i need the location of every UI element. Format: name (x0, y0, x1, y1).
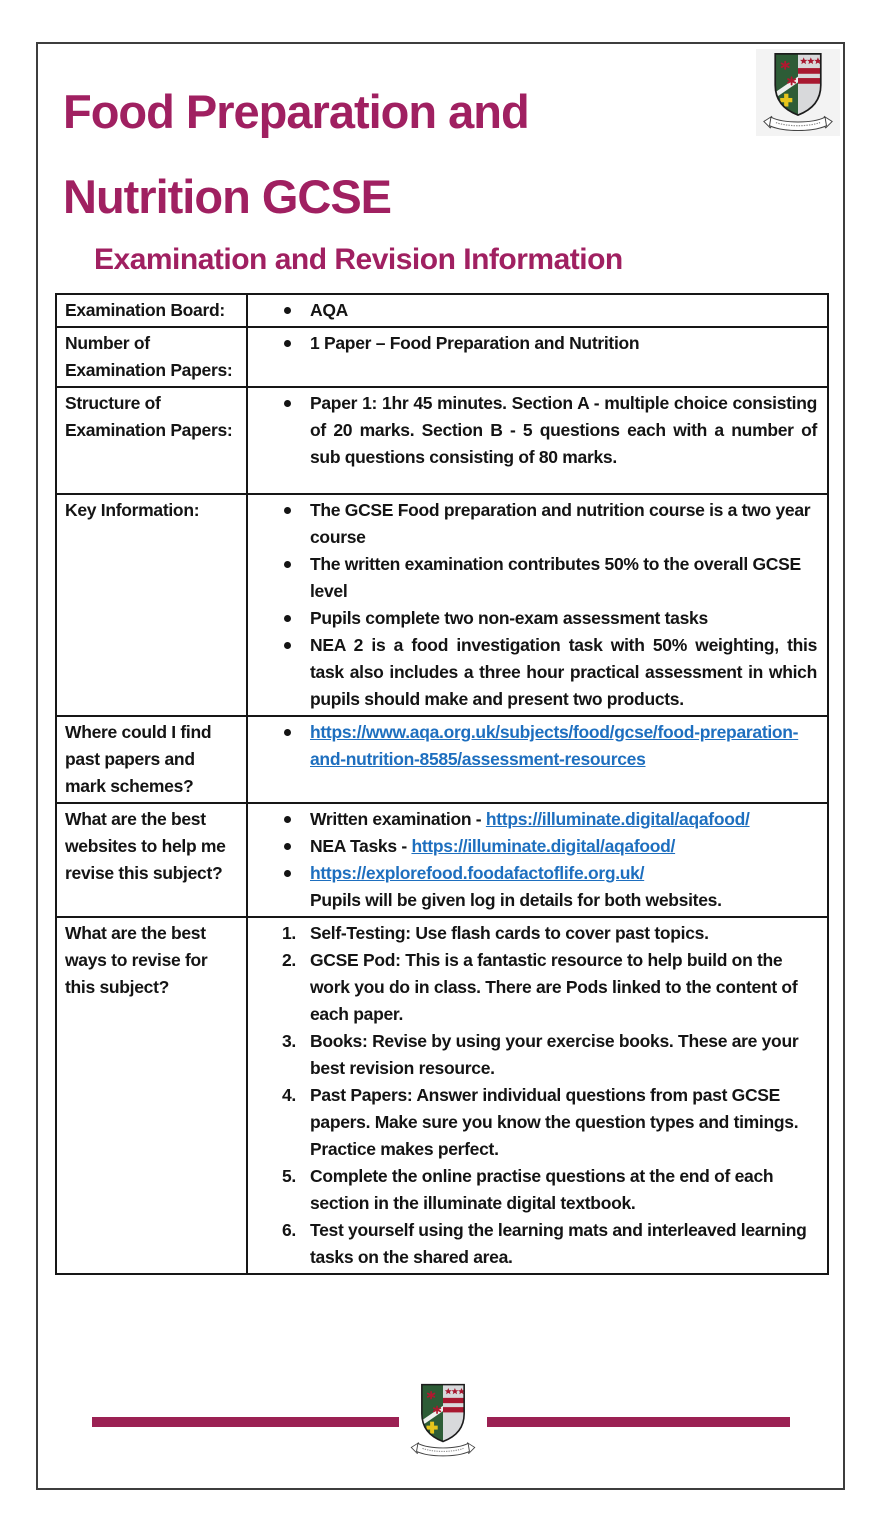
item-number: 6. (282, 1220, 296, 1240)
item-text: Books: Revise by using your exercise books. These are your best revision resource. (310, 1031, 799, 1078)
bullet-icon (284, 615, 291, 622)
table-row-best-websites (56, 803, 828, 917)
numbered-item (282, 1082, 817, 1163)
bullet-icon (284, 307, 291, 314)
table-row-exam-board (56, 294, 828, 327)
item-number: 1. (282, 923, 296, 943)
table-row-ways-to-revise (56, 917, 828, 1274)
numbered-item (282, 1163, 817, 1217)
list-item (284, 860, 817, 887)
school-crest-icon (762, 51, 834, 135)
item-text: Complete the online practise questions at the end of each section in the illuminate digital textbook. (310, 1166, 774, 1213)
item-number: 3. (282, 1031, 296, 1051)
numbered-item (282, 1028, 817, 1082)
numbered-item (282, 947, 817, 1028)
page-title-line2: Nutrition GCSE (63, 170, 392, 223)
list-item (284, 330, 817, 357)
item-number: 5. (282, 1166, 296, 1186)
list-item (284, 632, 817, 713)
list-item (284, 297, 817, 324)
list-item (284, 605, 817, 632)
table-row-number-of-papers (56, 327, 828, 387)
websites-note: Pupils will be given log in details for both websites. (310, 890, 722, 910)
item-text: Past Papers: Answer individual questions from past GCSE papers. Make sure you know the question types and timings. Practice makes perfect. (310, 1085, 799, 1159)
numbered-item (282, 920, 817, 947)
row-label: Key Information: (56, 494, 247, 716)
link-prefix: Written examination - (310, 809, 486, 829)
bullet-icon (284, 561, 291, 568)
item-number: 2. (282, 950, 296, 970)
row-label: Number of Examination Papers: (56, 327, 247, 387)
row-label: What are the best ways to revise for this subject? (56, 917, 247, 1274)
school-crest-icon (403, 1382, 483, 1460)
school-crest-top (756, 49, 840, 136)
school-crest-bottom (399, 1382, 487, 1462)
aqa-assessment-resources-link[interactable]: https://www.aqa.org.uk/subjects/food/gcse/food-preparation-and-nutrition-8585/assessment-resources (310, 722, 799, 769)
bullet-text: Paper 1: 1hr 45 minutes. Section A - multiple choice consisting of 20 marks. Section B - 5 questions each with a number of sub questions consisting of 80 marks. (310, 393, 817, 467)
list-item (284, 551, 817, 605)
list-item (284, 497, 817, 551)
link-prefix: NEA Tasks - (310, 836, 412, 856)
bullet-icon (284, 507, 291, 514)
row-label: Structure of Examination Papers: (56, 387, 247, 494)
row-label: Where could I find past papers and mark schemes? (56, 716, 247, 803)
item-number: 4. (282, 1085, 296, 1105)
bullet-text: NEA 2 is a food investigation task with 50% weighting, this task also includes a three hour practical assessment in which pupils should make and present two products. (310, 635, 817, 709)
bullet-icon (284, 729, 291, 736)
bullet-text: Pupils complete two non-exam assessment tasks (310, 608, 708, 628)
bullet-icon (284, 843, 291, 850)
bullet-text: The written examination contributes 50% to the overall GCSE level (310, 554, 801, 601)
item-text: Test yourself using the learning mats and interleaved learning tasks on the shared area. (310, 1220, 807, 1267)
bullet-text: 1 Paper – Food Preparation and Nutrition (310, 333, 640, 353)
list-item (284, 719, 817, 773)
item-text: Self-Testing: Use flash cards to cover past topics. (310, 923, 709, 943)
bullet-icon (284, 340, 291, 347)
bullet-text: The GCSE Food preparation and nutrition course is a two year course (310, 500, 811, 547)
list-item (284, 806, 817, 833)
page-subtitle: Examination and Revision Information (94, 243, 623, 276)
bullet-icon (284, 816, 291, 823)
row-label: What are the best websites to help me revise this subject? (56, 803, 247, 917)
item-text: GCSE Pod: This is a fantastic resource to help build on the work you do in class. There are Pods linked to the content of each paper. (310, 950, 798, 1024)
bullet-icon (284, 642, 291, 649)
list-item (284, 833, 817, 860)
exam-info-table (55, 293, 829, 1275)
explorefood-link[interactable]: https://explorefood.foodafactoflife.org.uk/ (310, 863, 645, 883)
table-row-structure (56, 387, 828, 494)
illuminate-written-exam-link[interactable]: https://illuminate.digital/aqafood/ (485, 809, 750, 829)
row-label: Examination Board: (56, 294, 247, 327)
list-item (284, 390, 817, 471)
table-row-key-information (56, 494, 828, 716)
illuminate-nea-tasks-link[interactable]: https://illuminate.digital/aqafood/ (411, 836, 676, 856)
bullet-icon (284, 400, 291, 407)
bullet-text: AQA (310, 300, 348, 320)
table-row-past-papers (56, 716, 828, 803)
numbered-item (282, 1217, 817, 1271)
bullet-icon (284, 870, 291, 877)
page-title-line1: Food Preparation and (63, 85, 529, 138)
